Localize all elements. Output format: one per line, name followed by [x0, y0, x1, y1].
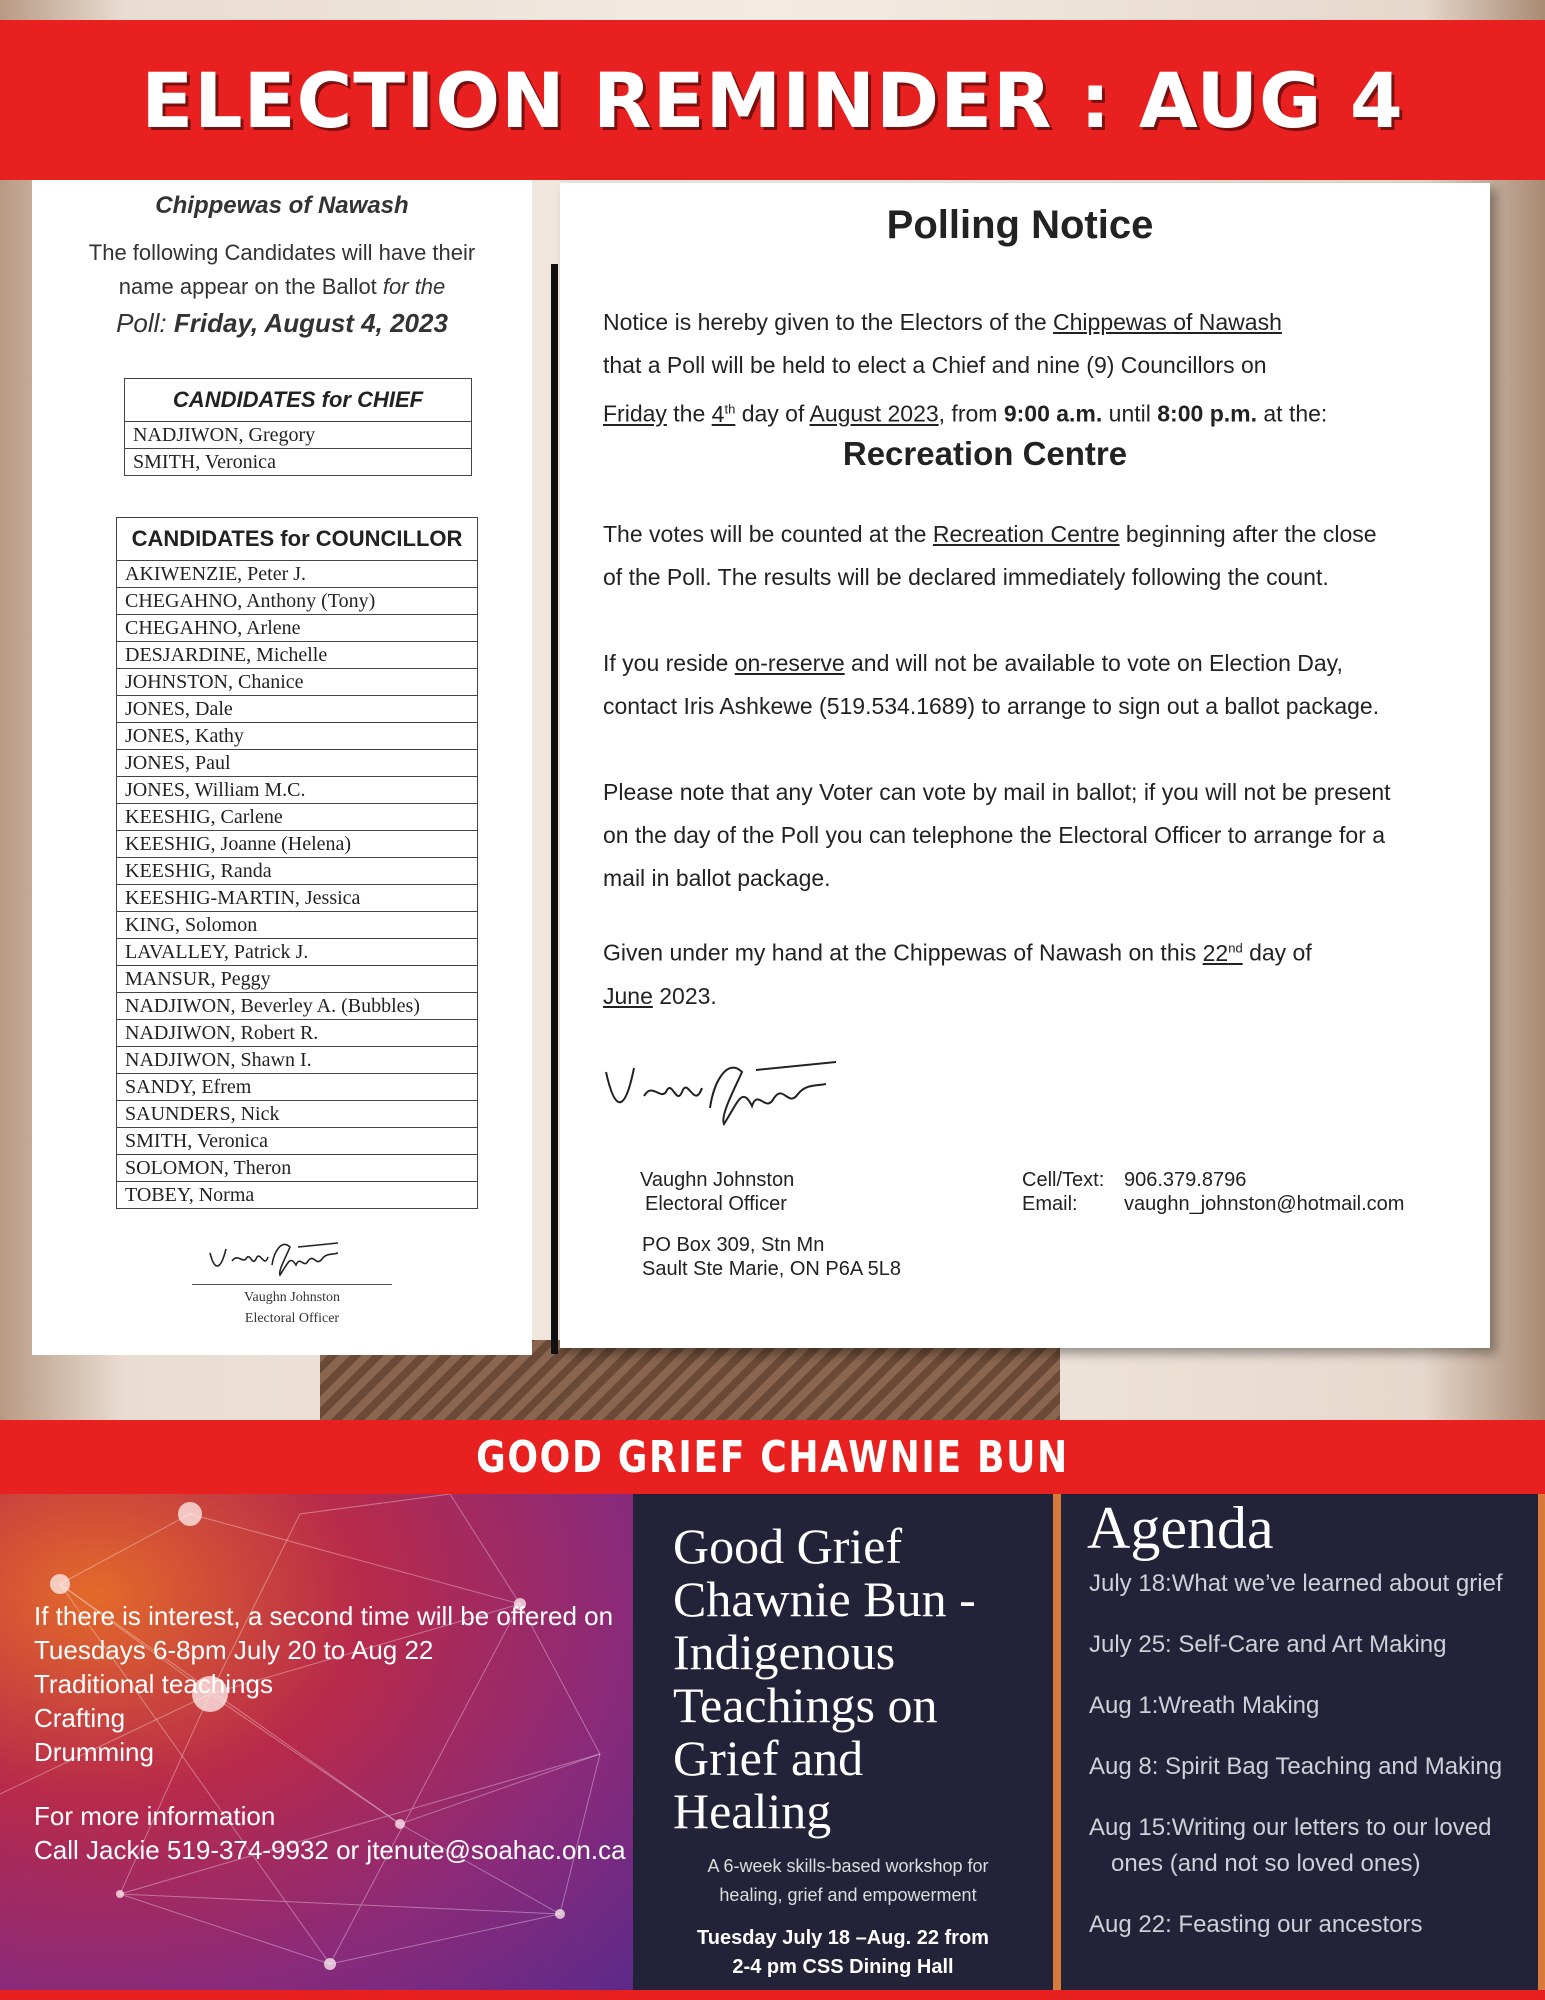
notice-paragraph-1: Notice is hereby given to the Electors of the Chippewas of Nawash that a Poll will be held to elect a Chief and nine (9) Councillors on Friday the 4th day of August 2023, from 9:00 a.m. until 8:00 p.m. at the:: [603, 309, 1328, 427]
councillor-name: MANSUR, Peggy: [117, 966, 478, 993]
councillor-name: SMITH, Veronica: [117, 1128, 478, 1155]
councillor-name: SANDY, Efrem: [117, 1074, 478, 1101]
table-row: [117, 696, 478, 723]
agenda-panel: [1053, 1494, 1545, 2000]
table-row: [117, 831, 478, 858]
table-row: [117, 1128, 478, 1155]
councillor-name: JONES, Dale: [117, 696, 478, 723]
table-row: [117, 1074, 478, 1101]
table-row: [117, 1155, 478, 1182]
signature-icon: [600, 1048, 900, 1128]
councillor-name: KEESHIG, Carlene: [117, 804, 478, 831]
table-row: NADJIWON, Gregory: [125, 422, 472, 449]
signer-name: Vaughn Johnston: [243, 1290, 341, 1305]
banner-title: ELECTION REMINDER : AUG 4: [141, 55, 1404, 145]
signature-icon: [202, 1235, 382, 1279]
grief-title-panel: [633, 1494, 1053, 2000]
ballot-intro: [32, 236, 532, 304]
ballot-signature-block: [182, 1235, 402, 1327]
table-row: [117, 939, 478, 966]
table-row: [117, 561, 478, 588]
table-row: [117, 1182, 478, 1209]
grief-offer-text: If there is interest, a second time will be offered on Tuesdays 6-8pm July 20 to Aug 22 Traditional teachings Crafting Drumming: [34, 1601, 614, 1767]
ballot-org: Chippewas of Nawash: [155, 192, 409, 219]
table-row: [117, 858, 478, 885]
councillor-name: KING, Solomon: [117, 912, 478, 939]
poll-date: Poll: Friday, August 4, 2023: [116, 308, 448, 338]
councillor-name: CHEGAHNO, Arlene: [117, 615, 478, 642]
notice-paragraph-5: Given under my hand at the Chippewas of Nawash on this 22nd day of June 2023.: [603, 939, 1312, 1009]
councillor-name: SOLOMON, Theron: [117, 1155, 478, 1182]
workshop-subtitle: A 6-week skills-based workshop for healing, grief and empowerment: [707, 1856, 989, 1905]
councillor-candidates-table: [116, 517, 478, 1209]
councillor-name: AKIWENZIE, Peter J.: [117, 561, 478, 588]
agenda-item: Aug 1:Wreath Making: [1089, 1692, 1320, 1719]
chief-candidates-table: [124, 378, 472, 476]
agenda-item: Aug 15:Writing our letters to our loved: [1089, 1814, 1492, 1841]
divider: [551, 264, 558, 1354]
agenda-item: July 18:What we’ve learned about grief: [1089, 1570, 1503, 1597]
chief-header: CANDIDATES for CHIEF: [125, 379, 472, 422]
table-row: [117, 669, 478, 696]
table-row: [117, 777, 478, 804]
councillor-name: TOBEY, Norma: [117, 1182, 478, 1209]
councillor-name: NADJIWON, Shawn I.: [117, 1047, 478, 1074]
officer-name: Vaughn Johnston: [640, 1169, 795, 1191]
grief-contact-text: For more information Call Jackie 519-374-9932 or jtenute@soahac.on.ca: [34, 1801, 626, 1865]
table-row: [117, 1101, 478, 1128]
councillor-name: KEESHIG-MARTIN, Jessica: [117, 885, 478, 912]
councillor-name: NADJIWON, Robert R.: [117, 1020, 478, 1047]
officer-title: Electoral Officer: [645, 1193, 787, 1215]
table-row: [117, 1047, 478, 1074]
table-row: [117, 723, 478, 750]
signer-title: Electoral Officer: [244, 1311, 340, 1326]
grief-info-panel: [0, 1494, 633, 2000]
table-row: [117, 615, 478, 642]
table-row: [117, 885, 478, 912]
councillor-name: CHEGAHNO, Anthony (Tony): [117, 588, 478, 615]
agenda-title: Agenda: [1087, 1495, 1274, 1561]
councillor-name: KEESHIG, Randa: [117, 858, 478, 885]
councillor-name: LAVALLEY, Patrick J.: [117, 939, 478, 966]
agenda-item-continued: ones (and not so loved ones): [1111, 1850, 1421, 1877]
agenda-item: July 25: Self-Care and Art Making: [1089, 1631, 1447, 1658]
table-row: [117, 750, 478, 777]
table-row: [117, 642, 478, 669]
councillor-name: KEESHIG, Joanne (Helena): [117, 831, 478, 858]
officer-contact: Cell/Text: 906.379.8796 Email: vaughn_johnston@hotmail.com: [1022, 1169, 1405, 1215]
grief-banner: [0, 1420, 1545, 1494]
workshop-schedule: Tuesday July 18 –Aug. 22 from 2-4 pm CSS Dining Hall: [697, 1927, 989, 1978]
councillor-header: CANDIDATES for COUNCILLOR: [117, 518, 478, 561]
notice-title: Polling Notice: [886, 203, 1154, 247]
cell-number: 906.379.8796: [1124, 1169, 1247, 1191]
bottom-stripe: [0, 1990, 1545, 2000]
table-row: SMITH, Veronica: [125, 449, 472, 476]
table-row: [117, 804, 478, 831]
notice-paragraph-3: If you reside on-reserve and will not be available to vote on Election Day, contact Iris Ashkewe (519.534.1689) to arrange to sign out a ballot package.: [603, 650, 1380, 719]
election-banner: [0, 20, 1545, 180]
agenda-item: Aug 8: Spirit Bag Teaching and Making: [1089, 1753, 1503, 1780]
councillor-name: NADJIWON, Beverley A. (Bubbles): [117, 993, 478, 1020]
table-row: [117, 1020, 478, 1047]
notice-paragraph-4: Please note that any Voter can vote by mail in ballot; if you will not be present on the day of the Poll you can telephone the Electoral Officer to arrange for a mail in ballot package.: [603, 779, 1391, 891]
agenda-item: Aug 22: Feasting our ancestors: [1089, 1911, 1423, 1938]
officer-block: [640, 1168, 794, 1216]
councillor-name: JONES, Kathy: [117, 723, 478, 750]
councillor-name: SAUNDERS, Nick: [117, 1101, 478, 1128]
candidate-ballot-sheet: [32, 180, 532, 1355]
councillor-name: JONES, William M.C.: [117, 777, 478, 804]
poll-location: Recreation Centre: [842, 435, 1128, 472]
councillor-name: DESJARDINE, Michelle: [117, 642, 478, 669]
table-row: [117, 588, 478, 615]
email-address: vaughn_johnston@hotmail.com: [1124, 1193, 1405, 1215]
signature-line: [192, 1284, 392, 1285]
polling-notice: [560, 183, 1490, 1348]
notice-paragraph-2: The votes will be counted at the Recreation Centre beginning after the close of the Poll. The results will be declared immediately following the count.: [603, 521, 1377, 590]
workshop-title: Good Grief Chawnie Bun - Indigenous Teachings on Grief and Healing: [673, 1518, 976, 1839]
grief-banner-title: GOOD GRIEF CHAWNIE BUN: [476, 1431, 1069, 1483]
officer-address: PO Box 309, Stn Mn Sault Ste Marie, ON P6A 5L8: [642, 1234, 902, 1280]
councillor-name: JONES, Paul: [117, 750, 478, 777]
ballot-intro-line2: name appear on the Ballot for the: [118, 274, 446, 299]
table-row: [117, 993, 478, 1020]
councillor-name: JOHNSTON, Chanice: [117, 669, 478, 696]
ballot-intro-line1: The following Candidates will have their: [88, 240, 476, 265]
table-row: [117, 912, 478, 939]
table-row: [117, 966, 478, 993]
